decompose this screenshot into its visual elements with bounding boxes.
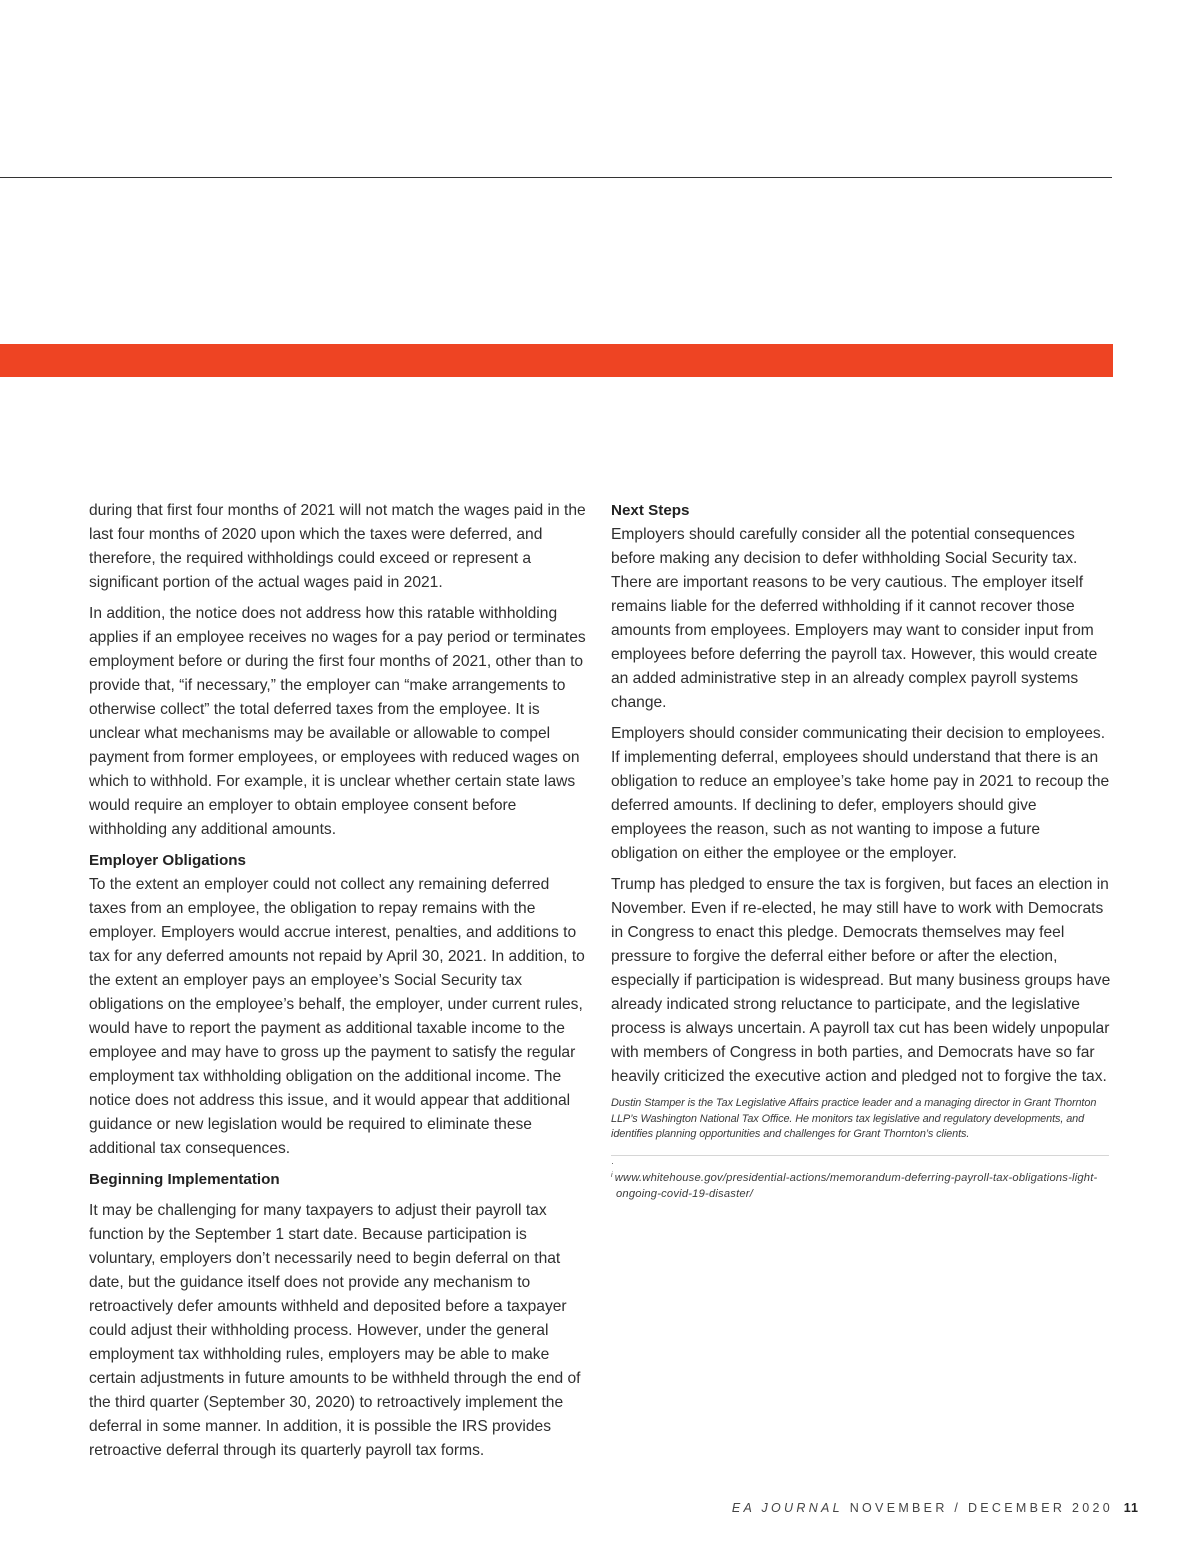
section-heading-beginning-implementation: Beginning Implementation <box>89 1171 280 1188</box>
footnote <box>611 1168 1111 1203</box>
body-paragraph: To the extent an employer could not collect any remaining deferred taxes from an employee, the obligation to repay remains with the employer. Employers would accrue interest, penalties, and additions to tax for any deferred amounts not repaid by April 30, 2021. In addition, to the extent an employer pays an employee’s Social Security tax obligations on the employee’s behalf, the employer, under current rules, would have to report the payment as additional taxable income to the employee and may have to gross up the payment to satisfy the regular employment tax withholding obligation on the additional income. The notice does not address this issue, and it would appear that additional guidance or new legislation would be required to eliminate these additional tax consequences. <box>89 876 585 1157</box>
body-paragraph: during that first four months of 2021 will not match the wages paid in the last four months of 2020 upon which the taxes were deferred, and therefore, the required withholdings could exceed or represent a significant portion of the actual wages paid in 2021. <box>89 502 586 591</box>
accent-band <box>0 344 1113 377</box>
header-divider <box>0 177 1112 178</box>
body-paragraph: It may be challenging for many taxpayers to adjust their payroll tax function by the September 1 start date. Because participation is voluntary, employers don’t necessarily need to begin deferral on that date, but the guidance itself does not provide any mechanism to retroactively defer amounts withheld and deposited before a taxpayer could adjust their withholding process. However, under the general employment tax withholding rules, employers may be able to make certain adjustments in future amounts to be withheld through the end of the third quarter (September 30, 2020) to retroactively implement the deferral in some manner. In addition, it is possible the IRS provides retroactive deferral through its quarterly payroll tax forms. <box>89 1202 581 1459</box>
journal-name: EA JOURNAL <box>731 1501 843 1515</box>
body-paragraph: Employers should carefully consider all the potential consequences before making any decision to defer withholding Social Security tax. There are important reasons to be very cautious. The employer itself remains liable for the deferred withholding if it cannot recover those amounts from employees. Employers may want to consider input from employees before deferring the payroll tax. However, this would create an added administrative step in an already complex payroll systems change. <box>611 526 1098 711</box>
left-column <box>89 499 589 1470</box>
issue-date: NOVEMBER / DECEMBER 2020 <box>849 1501 1113 1515</box>
author-bio: Dustin Stamper is the Tax Legislative Affairs practice leader and a managing director in Grant Thornton LLP’s Washington National Tax Office. He monitors tax legislative and regulatory developments, and identifies planning opportunities and challenges for Grant Thornton’s clients. <box>611 1097 1097 1141</box>
footnote-mark: · <box>611 1158 614 1169</box>
body-paragraph: In addition, the notice does not address how this ratable withholding applies if an employee receives no wages for a pay period or terminates employment before or during the first four months of 2021, other than to provide that, “if necessary,” the employer can “make arrangements to otherwise collect” the total deferred taxes from the employee. It is unclear what mechanisms may be available or allowable to compel payment from former employees, or employees with reduced wages on which to withhold. For example, it is unclear whether certain state laws would require an employer to obtain employee consent before withholding any additional amounts. <box>89 605 586 838</box>
section-heading-employer-obligations: Employer Obligations <box>89 852 246 869</box>
body-paragraph: Trump has pledged to ensure the tax is forgiven, but faces an election in November. Even if re-elected, he may still have to work with Democrats in Congress to enact this pledge. Democrats themselves may feel pressure to forgive the deferral either before or after the election, especially if participation is widespread. But many business groups have already indicated strong reluctance to participate, and the legislative process is always uncertain. A payroll tax cut has been widely unpopular with members of Congress in both parties, and Democrats have so far heavily criticized the executive action and pledged not to forgive the tax. <box>611 876 1111 1085</box>
footnote-url: www.whitehouse.gov/presidential-actions/memorandum-deferring-payroll-tax-obligations-light-ongoing-covid-19-disaster/ <box>614 1172 1098 1200</box>
body-paragraph: Employers should consider communicating their decision to employees. If implementing deferral, employees should understand that there is an obligation to reduce an employee’s take home pay in 2021 to recoup the deferred amounts. If declining to defer, employers should give employees the reason, such as not wanting to impose a future obligation on either the employee or the employer. <box>611 725 1110 862</box>
page-number: 11 <box>1123 1501 1139 1515</box>
right-column <box>611 499 1111 1210</box>
footnote-divider <box>611 1155 1109 1156</box>
footnote-marker: i <box>611 1172 613 1180</box>
section-heading-next-steps: Next Steps <box>611 502 690 519</box>
page-footer <box>732 1501 1139 1515</box>
